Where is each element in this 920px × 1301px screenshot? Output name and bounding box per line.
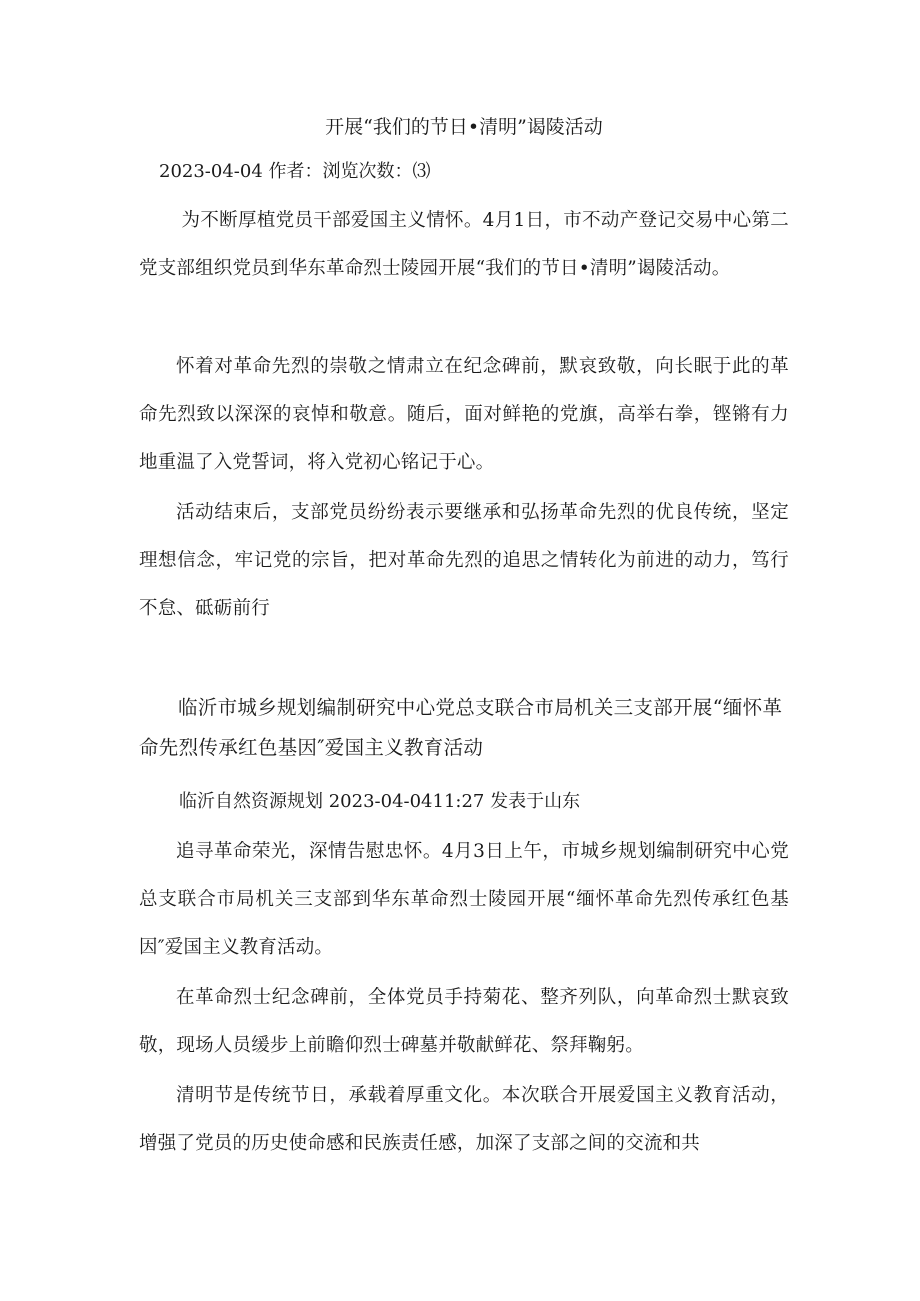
- article-1-paragraph-3: 活动结束后，支部党员纷纷表示要继承和弘扬革命先烈的优良传统，坚定理想信念，牢记党的宗旨，把对革命先烈的追思之情转化为前进的动力，笃行不怠、砥砺前行: [139, 502, 789, 619]
- article-2-paragraph-3: 清明节是传统节日，承载着厚重文化。本次联合开展爱国主义教育活动，增强了党员的历史使命感和民族责任感，加深了支部之间的交流和共: [139, 1085, 789, 1154]
- article-2-meta: 临沂自然资源规划 2023-04-0411:27 发表于山东: [179, 791, 581, 812]
- article-1-meta: 2023-04-04 作者：浏览次数：⑶: [159, 161, 431, 182]
- article-2-paragraph-1: 追寻革命荣光，深情告慰忠怀。4月3日上午，市城乡规划编制研究中心党总支联合市局机关三支部到华东革命烈士陵园开展“缅怀革命先烈传承红色基因″爱国主义教育活动。: [139, 841, 789, 958]
- article-1-title: 开展“我们的节日•清明”谒陵活动: [325, 116, 603, 138]
- article-2-title: 临沂市城乡规划编制研究中心党总支联合市局机关三支部开展“缅怀革命先烈传承红色基因″爱国主义教育活动: [139, 696, 783, 759]
- article-1-paragraph-2: 怀着对革命先烈的崇敬之情肃立在纪念碑前，默哀致敬，向长眠于此的革命先烈致以深深的哀悼和敬意。随后，面对鲜艳的党旗，高举右拳，铿锵有力地重温了入党誓词，将入党初心铭记于心。: [139, 356, 789, 473]
- article-1-paragraph-1: 为不断厚植党员干部爱国主义情怀。4月1日，市不动产登记交易中心第二党支部组织党员到华东革命烈士陵园开展“我们的节日•清明”谒陵活动。: [139, 210, 789, 279]
- article-2-paragraph-2: 在革命烈士纪念碑前，全体党员手持菊花、整齐列队，向革命烈士默哀致敬，现场人员缓步上前瞻仰烈士碑墓并敬献鲜花、祭拜鞠躬。: [139, 987, 789, 1056]
